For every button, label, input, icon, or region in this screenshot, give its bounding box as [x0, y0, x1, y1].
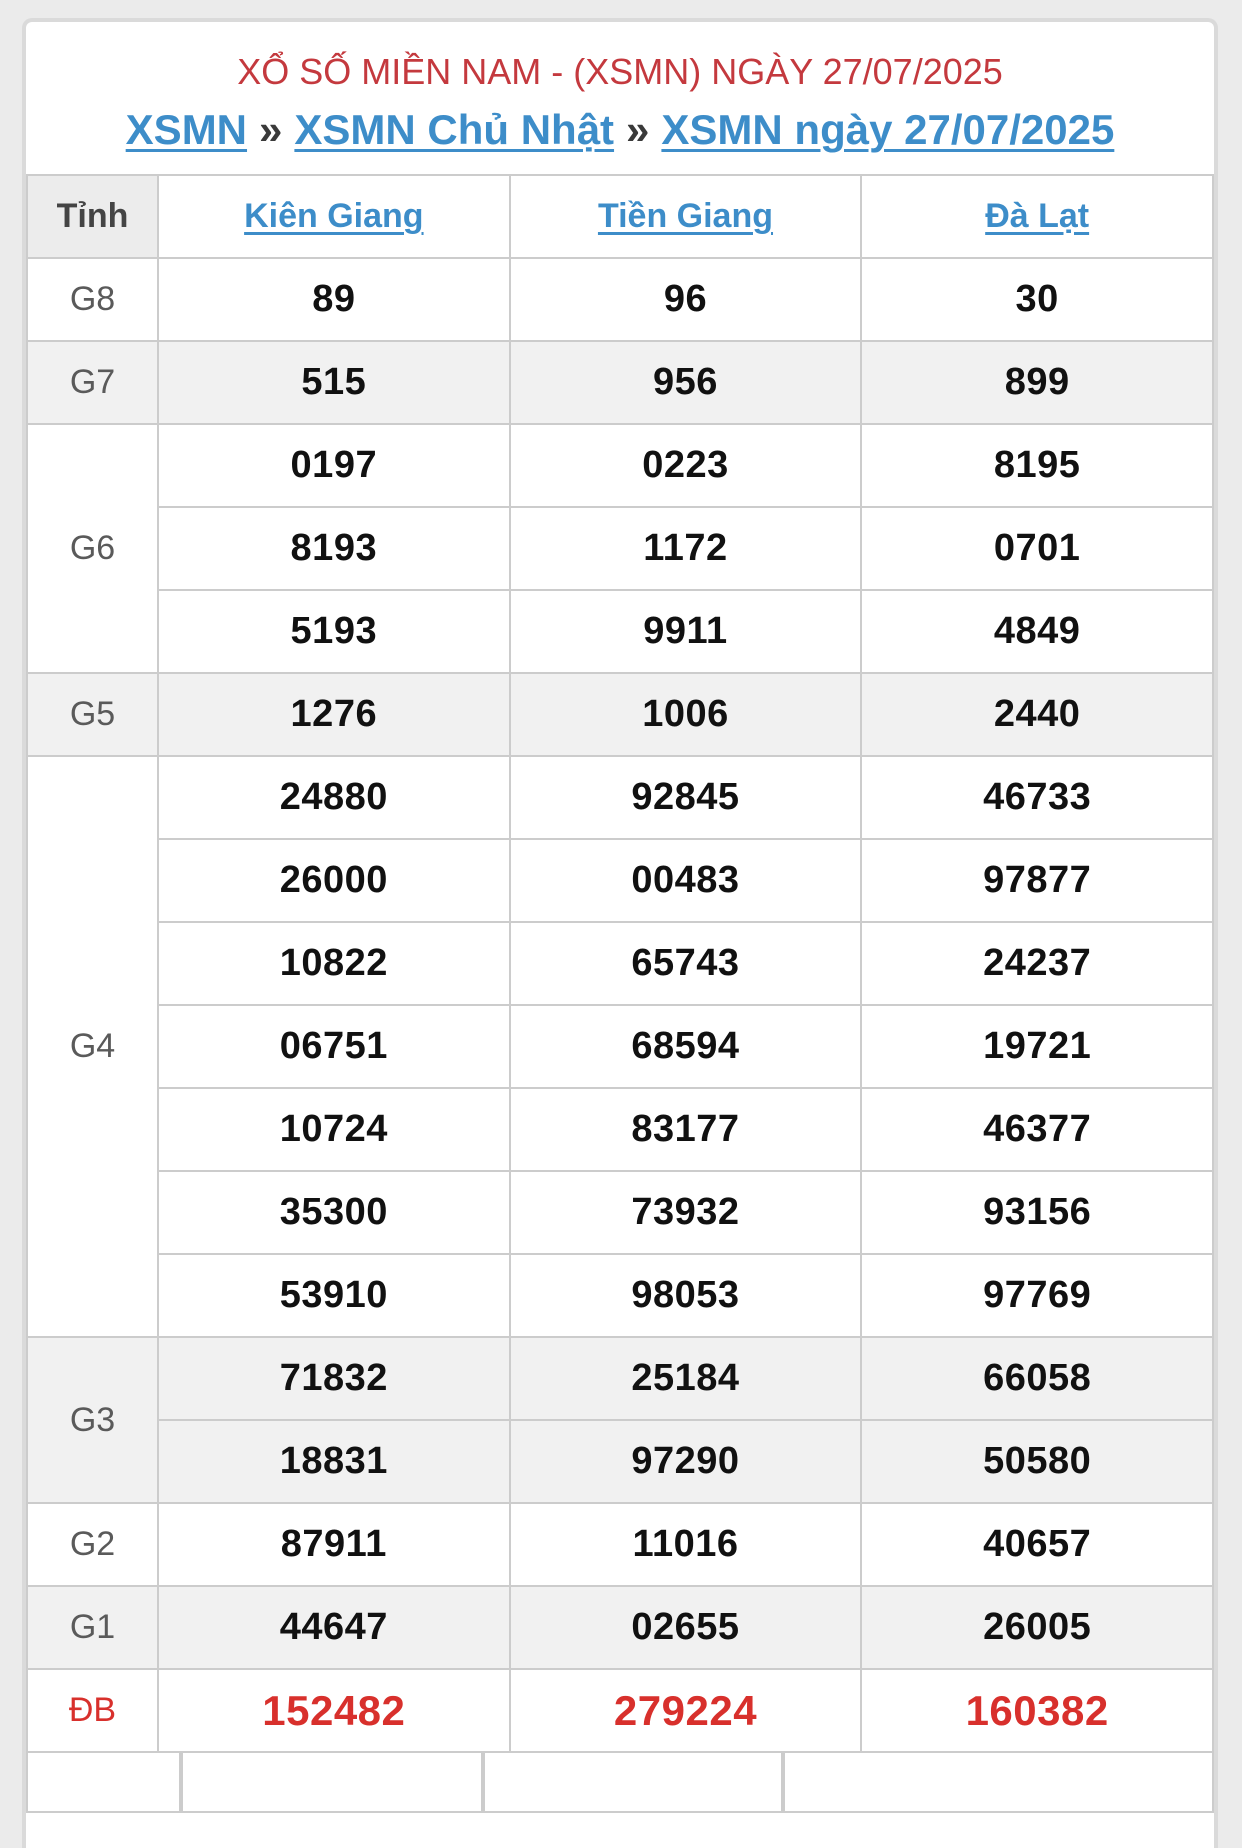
breadcrumb-separator: »	[259, 106, 283, 153]
results-table	[26, 174, 1214, 1753]
prize-number: 1006	[510, 673, 862, 756]
prize-number: 26005	[861, 1586, 1213, 1669]
table-row	[27, 839, 1213, 922]
prize-number: 06751	[158, 1005, 510, 1088]
prize-number: 11016	[510, 1503, 862, 1586]
prize-number: 73932	[510, 1171, 862, 1254]
table-row	[27, 1171, 1213, 1254]
table-row	[27, 1337, 1213, 1420]
prize-number: 0701	[861, 507, 1213, 590]
prize-number: 1276	[158, 673, 510, 756]
prize-number: 44647	[158, 1586, 510, 1669]
province-column-header: Tỉnh	[27, 175, 158, 258]
prize-number: 46733	[861, 756, 1213, 839]
table-row	[27, 1503, 1213, 1586]
breadcrumb	[26, 104, 1214, 156]
province-link-da-lat[interactable]: Đà Lạt	[985, 197, 1090, 235]
province-header-tien-giang	[510, 175, 862, 258]
footer-cell	[783, 1753, 1214, 1813]
prize-number: 24880	[158, 756, 510, 839]
table-row	[27, 1586, 1213, 1669]
prize-label: G2	[27, 1503, 158, 1586]
table-row	[27, 507, 1213, 590]
prize-number: 2440	[861, 673, 1213, 756]
prize-number: 87911	[158, 1503, 510, 1586]
table-row	[27, 1005, 1213, 1088]
prize-number: 956	[510, 341, 862, 424]
prize-label: G4	[27, 756, 158, 1337]
prize-label: ĐB	[27, 1669, 158, 1752]
prize-number: 9911	[510, 590, 862, 673]
prize-label: G7	[27, 341, 158, 424]
prize-number: 30	[861, 258, 1213, 341]
prize-number: 92845	[510, 756, 862, 839]
breadcrumb-link-chu-nhat[interactable]: XSMN Chủ Nhật	[294, 106, 615, 153]
province-link-tien-giang[interactable]: Tiền Giang	[597, 197, 774, 235]
province-header-kien-giang	[158, 175, 510, 258]
table-row	[27, 673, 1213, 756]
prize-number: 0223	[510, 424, 862, 507]
results-card	[22, 18, 1218, 1848]
prize-number: 4849	[861, 590, 1213, 673]
special-prize-number: 279224	[510, 1669, 862, 1752]
prize-number: 83177	[510, 1088, 862, 1171]
prize-number: 40657	[861, 1503, 1213, 1586]
prize-number: 10724	[158, 1088, 510, 1171]
prize-number: 98053	[510, 1254, 862, 1337]
footer-cell	[26, 1753, 181, 1813]
prize-number: 93156	[861, 1171, 1213, 1254]
prize-number: 53910	[158, 1254, 510, 1337]
results-header	[26, 22, 1214, 174]
prize-label: G3	[27, 1337, 158, 1503]
footer-cell	[181, 1753, 483, 1813]
breadcrumb-link-xsmn[interactable]: XSMN	[125, 106, 248, 153]
prize-number: 18831	[158, 1420, 510, 1503]
province-link-kien-giang[interactable]: Kiên Giang	[244, 197, 424, 235]
prize-number: 8195	[861, 424, 1213, 507]
results-body	[27, 258, 1213, 1752]
table-header-row	[27, 175, 1213, 258]
prize-number: 00483	[510, 839, 862, 922]
table-row	[27, 258, 1213, 341]
table-row	[27, 1088, 1213, 1171]
table-row	[27, 922, 1213, 1005]
table-row	[27, 341, 1213, 424]
table-row	[27, 756, 1213, 839]
prize-number: 97290	[510, 1420, 862, 1503]
prize-number: 02655	[510, 1586, 862, 1669]
table-footer-strip	[26, 1753, 1214, 1813]
page-title: XỔ SỐ MIỀN NAM - (XSMN) NGÀY 27/07/2025	[237, 51, 1003, 92]
prize-number: 46377	[861, 1088, 1213, 1171]
table-row	[27, 590, 1213, 673]
prize-number: 24237	[861, 922, 1213, 1005]
prize-label: G6	[27, 424, 158, 673]
prize-number: 97877	[861, 839, 1213, 922]
province-header-da-lat	[861, 175, 1213, 258]
breadcrumb-separator: »	[626, 106, 650, 153]
table-row	[27, 1254, 1213, 1337]
prize-number: 8193	[158, 507, 510, 590]
prize-number: 5193	[158, 590, 510, 673]
prize-number: 515	[158, 341, 510, 424]
prize-number: 899	[861, 341, 1213, 424]
prize-number: 1172	[510, 507, 862, 590]
prize-label: G5	[27, 673, 158, 756]
prize-number: 35300	[158, 1171, 510, 1254]
prize-number: 10822	[158, 922, 510, 1005]
prize-number: 19721	[861, 1005, 1213, 1088]
special-prize-number: 152482	[158, 1669, 510, 1752]
footer-cell	[483, 1753, 783, 1813]
prize-number: 66058	[861, 1337, 1213, 1420]
prize-number: 25184	[510, 1337, 862, 1420]
prize-number: 50580	[861, 1420, 1213, 1503]
prize-label: G1	[27, 1586, 158, 1669]
prize-number: 71832	[158, 1337, 510, 1420]
prize-number: 65743	[510, 922, 862, 1005]
prize-number: 96	[510, 258, 862, 341]
special-prize-number: 160382	[861, 1669, 1213, 1752]
table-row	[27, 1669, 1213, 1752]
prize-number: 89	[158, 258, 510, 341]
table-row	[27, 1420, 1213, 1503]
prize-label: G8	[27, 258, 158, 341]
prize-number: 68594	[510, 1005, 862, 1088]
prize-number: 97769	[861, 1254, 1213, 1337]
breadcrumb-link-date[interactable]: XSMN ngày 27/07/2025	[661, 106, 1115, 153]
prize-number: 0197	[158, 424, 510, 507]
table-row	[27, 424, 1213, 507]
prize-number: 26000	[158, 839, 510, 922]
